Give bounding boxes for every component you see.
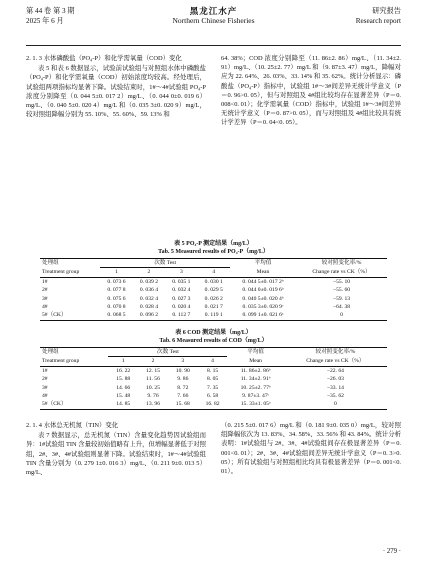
cell: 8. 15 <box>206 367 219 374</box>
header-rule <box>26 45 401 46</box>
cell: 7. 66 <box>177 393 189 400</box>
journal-name-cn: 黑龙江水产 <box>189 6 238 16</box>
cell: 16. 22 <box>116 367 131 374</box>
cell: 9. 76 <box>147 393 159 400</box>
left-column <box>26 54 206 119</box>
cell: 14. 66 <box>116 384 131 391</box>
cell: 14. 85 <box>116 401 131 408</box>
row-group: 4# <box>42 393 48 400</box>
row-group: 5#（CK） <box>42 312 67 319</box>
cell-rate: −64. 38 <box>332 304 351 311</box>
table6-header-mean-cn: 平均值 <box>247 349 265 356</box>
table6-header-change-en: Change rate vs CK（%） <box>306 358 365 365</box>
cell-rate: −33. 14 <box>326 384 344 391</box>
cell: 0. 073 6 <box>107 278 126 285</box>
table-row <box>40 311 387 320</box>
table6-header-change-cn: 较对照变化率/% <box>315 349 356 356</box>
cell: 6. 58 <box>206 393 219 400</box>
cell: 0. 075 6 <box>107 295 126 302</box>
cell: 12. 15 <box>146 367 160 374</box>
section-title-2-1-4: 2. 1. 4 水体总无机氮（TIN）变化 <box>26 422 119 429</box>
cell: 0. 096 2 <box>139 312 158 319</box>
cell: 13. 96 <box>146 401 160 408</box>
page-header <box>26 6 401 40</box>
cell-mean: 0. 035 3±0. 020 9ᶜ <box>242 304 284 311</box>
table6-header-time-4: 4 <box>211 358 214 365</box>
journal-name-en: Northern Chinese Fisheries <box>172 16 255 25</box>
table5-caption-en: Tab. 5 Measured results of PO₄-P（mg/L） <box>158 249 269 255</box>
cell: 0. 026 2 <box>204 295 223 302</box>
paragraph: （0. 215 5±0. 017 6）mg/L 和（0. 181 9±0. 035 0）mg/L，较对照组降幅依次为 13. 83%、34. 58%、33. 56% 和 43. 84%。统计分析表明：1#试验组与 2#、3#、4#试验组间存在极显著差异（P＝0. 001<0. 01）；2#、3#、4#试验组间差异无统计学意义（P＝0. 3>0. 05）；所有试验组与对照组相比均具有极显著差异（P＝0. 001<0. 01）。 <box>221 422 401 476</box>
table-row <box>40 366 387 375</box>
paragraph: 64. 38%；COD 浓度分别降至（11. 86±2. 86）mg/L、（11. 34±2. 91）mg/L、（10. 25±2. 77）mg/L 和（9. 87±3. 47）mg/L，降幅对应为 22. 64%、26. 03%、33. 14% 和 35. 62%。统计分析显示：磷酸盐（PO₄-P）指标中，试验组 1#～3#间差异无统计学意义（P＝0. 96>0. 05），但与对照组及 4#组比较均存在显著差异（P＝0. 008<0. 01）；化学需氧量（COD）指标中，试验组 1#～3#间差异无统计学意义（P＝0. 87>0. 05），而与对照组及 4#组比较具有统计学差异（P＝0. 04<0. 05）。 <box>221 55 401 127</box>
cell-rate: −55. 10 <box>332 278 351 285</box>
cell: 10. 25 <box>146 384 160 391</box>
cell-mean: 9. 87±3. 47ᶜ <box>242 393 270 400</box>
cell: 8. 05 <box>206 376 219 383</box>
cell: 15. 88 <box>116 376 131 383</box>
table5-header-change-en: Change rate vs CK（%） <box>312 269 371 276</box>
cell: 0. 030 1 <box>204 278 223 285</box>
cell: 0. 039 2 <box>139 278 158 285</box>
table5-header-mean-cn: 平均值 <box>254 260 272 267</box>
table5-header-group-cn: 处理组 <box>42 260 59 267</box>
table6-caption-cn: 表 6 COD 测定结果（mg/L） <box>175 330 252 336</box>
cell-mean: 0. 099 1±0. 021 6ᵃ <box>242 312 284 319</box>
table-row <box>40 392 387 400</box>
cell: 0. 027 3 <box>172 295 191 302</box>
cell: 0. 077 8 <box>107 287 126 294</box>
row-group: 3# <box>42 384 48 391</box>
table6-header-mean-en: Mean <box>249 358 262 365</box>
table-row <box>40 375 387 383</box>
table5 <box>40 258 387 321</box>
cell-rate: −59. 13 <box>332 295 351 302</box>
table6-header-group-en: Treatment group <box>42 358 80 365</box>
cell: 7. 35 <box>206 384 219 391</box>
table5-header-time-1: 1 <box>115 269 118 276</box>
header-right <box>356 6 401 26</box>
article-type-en: Research report <box>355 17 401 25</box>
row-group: 2# <box>42 376 48 383</box>
bottom-right-column <box>221 421 401 476</box>
cell: 0. 036 4 <box>139 287 158 294</box>
section-title-2-1-3: 2. 1. 3 水体磷酸盐（PO₄-P）和化学需氧量（COD）变化 <box>26 55 182 62</box>
table-row <box>40 277 387 286</box>
cell: 0. 028 4 <box>139 304 158 311</box>
cell: 9. 86 <box>177 376 189 383</box>
volume-issue: 第 44 卷 第 3 期 <box>26 7 75 15</box>
table6-header-time-2: 2 <box>151 358 155 365</box>
cell: 16. 82 <box>205 401 220 408</box>
table6-header-time-3: 3 <box>181 358 185 365</box>
cell: 15. 68 <box>175 401 190 408</box>
table-row <box>40 286 387 294</box>
row-group: 1# <box>42 278 48 285</box>
bottom-left-column <box>26 421 206 477</box>
cell: 10. 90 <box>175 367 190 374</box>
cell: 0. 119 1 <box>204 312 223 319</box>
cell-rate: −26. 03 <box>326 376 344 383</box>
cell: 0. 112 7 <box>172 312 191 319</box>
table-row <box>40 384 387 392</box>
table6 <box>40 347 387 410</box>
header-center <box>26 6 401 26</box>
publication-date: 2025 年 6 月 <box>26 17 64 25</box>
paragraph: 表 7 数据显示，总无机氮（TIN）含量变化趋势因试验组而异：1#试验组 TIN 含量较初始值略有上升，但增幅显著低于对照组，2#、3#、4#试验组则显著下降。试验结束时，1#～4#试验组 TIN 含量分别为（0. 279 1±0. 016 3）mg/L、（0. 211 9±0. 013 5）mg/L、 <box>26 432 206 477</box>
row-group: 3# <box>42 295 48 302</box>
cell-mean: 0. 044 5±0. 017 2ᵇ <box>242 278 284 285</box>
table6-header-times: 次数 Test <box>108 348 227 357</box>
cell: 0. 020 4 <box>172 304 191 311</box>
cell: 15. 48 <box>116 393 131 400</box>
right-column <box>221 54 401 128</box>
table5-header-mean-en: Mean <box>256 269 270 276</box>
row-group: 1# <box>42 367 48 374</box>
cell-mean: 10. 25±2. 77ᵇ <box>240 384 271 391</box>
cell: 0. 070 8 <box>107 304 126 311</box>
table6-caption-en: Tab. 6 Measured results of COD（mg/L） <box>159 338 268 344</box>
cell-rate: 0 <box>333 401 337 408</box>
row-group: 5#（CK） <box>42 401 67 408</box>
paragraph: 表 5 和表 6 数据显示，试验前试验组与对照组水体中磷酸盐（PO₄-P）和化学需氧量（COD）初始浓度均较高。经处理后，试验组两项指标均显著下降。试验结束时，1#～4#试验组 PO₄-P 浓度分别降至（0. 044 5±0. 017 2）mg/L、（0. 044 0±0. 019 6）mg/L、（0. 040 5±0. 020 4）mg/L 和（0. 035 3±0. 020 9）mg/L，较对照组降幅分别为 55. 10%、55. 60%、59. 13% 和 <box>26 65 206 119</box>
cell-rate: −35. 62 <box>326 393 344 400</box>
cell-mean: 11. 86±2. 86ᵇ <box>240 367 271 374</box>
cell-rate: −55. 60 <box>332 287 351 294</box>
table-row <box>40 303 387 311</box>
cell-rate: 0 <box>340 312 343 319</box>
row-group: 2# <box>42 287 48 294</box>
cell: 0. 021 7 <box>204 304 223 311</box>
cell-mean: 15. 33±1. 05ᵃ <box>240 401 271 408</box>
table5-header-times: 次数 Test <box>100 259 230 268</box>
table5-header-group-en: Treatment group <box>42 269 80 276</box>
article-type-cn: 研究报告 <box>372 7 401 15</box>
cell: 0. 068 5 <box>107 312 126 319</box>
table5-header-time-2: 2 <box>147 269 151 276</box>
cell: 8. 72 <box>177 384 189 391</box>
table6-caption <box>26 329 401 345</box>
table5-header-time-4: 4 <box>212 269 216 276</box>
table5-header-time-3: 3 <box>179 269 183 276</box>
table6-header-time-1: 1 <box>121 358 125 365</box>
table5-caption <box>26 240 401 256</box>
table5-header-change-cn: 较对照变化率/% <box>321 260 362 267</box>
row-group: 4# <box>42 304 48 311</box>
table6-header-group-cn: 处理组 <box>42 349 59 356</box>
cell-rate: −22. 64 <box>326 367 344 374</box>
table5-caption-cn: 表 5 PO₄-P 测定结果（mg/L） <box>174 241 253 247</box>
cell: 0. 032 4 <box>172 287 191 294</box>
cell: 11. 56 <box>146 376 160 383</box>
cell-mean: 0. 040 5±0. 020 4ᵇ <box>242 295 284 302</box>
cell-mean: 11. 34±2. 91ᵇ <box>240 376 271 383</box>
cell: 0. 032 4 <box>139 295 158 302</box>
page-number: · 279 · <box>382 548 401 555</box>
cell: 0. 029 5 <box>204 287 223 294</box>
table-row <box>40 400 387 409</box>
table-row <box>40 295 387 303</box>
cell: 0. 035 1 <box>172 278 191 285</box>
cell-mean: 0. 044 0±0. 019 6ᵇ <box>242 287 284 294</box>
